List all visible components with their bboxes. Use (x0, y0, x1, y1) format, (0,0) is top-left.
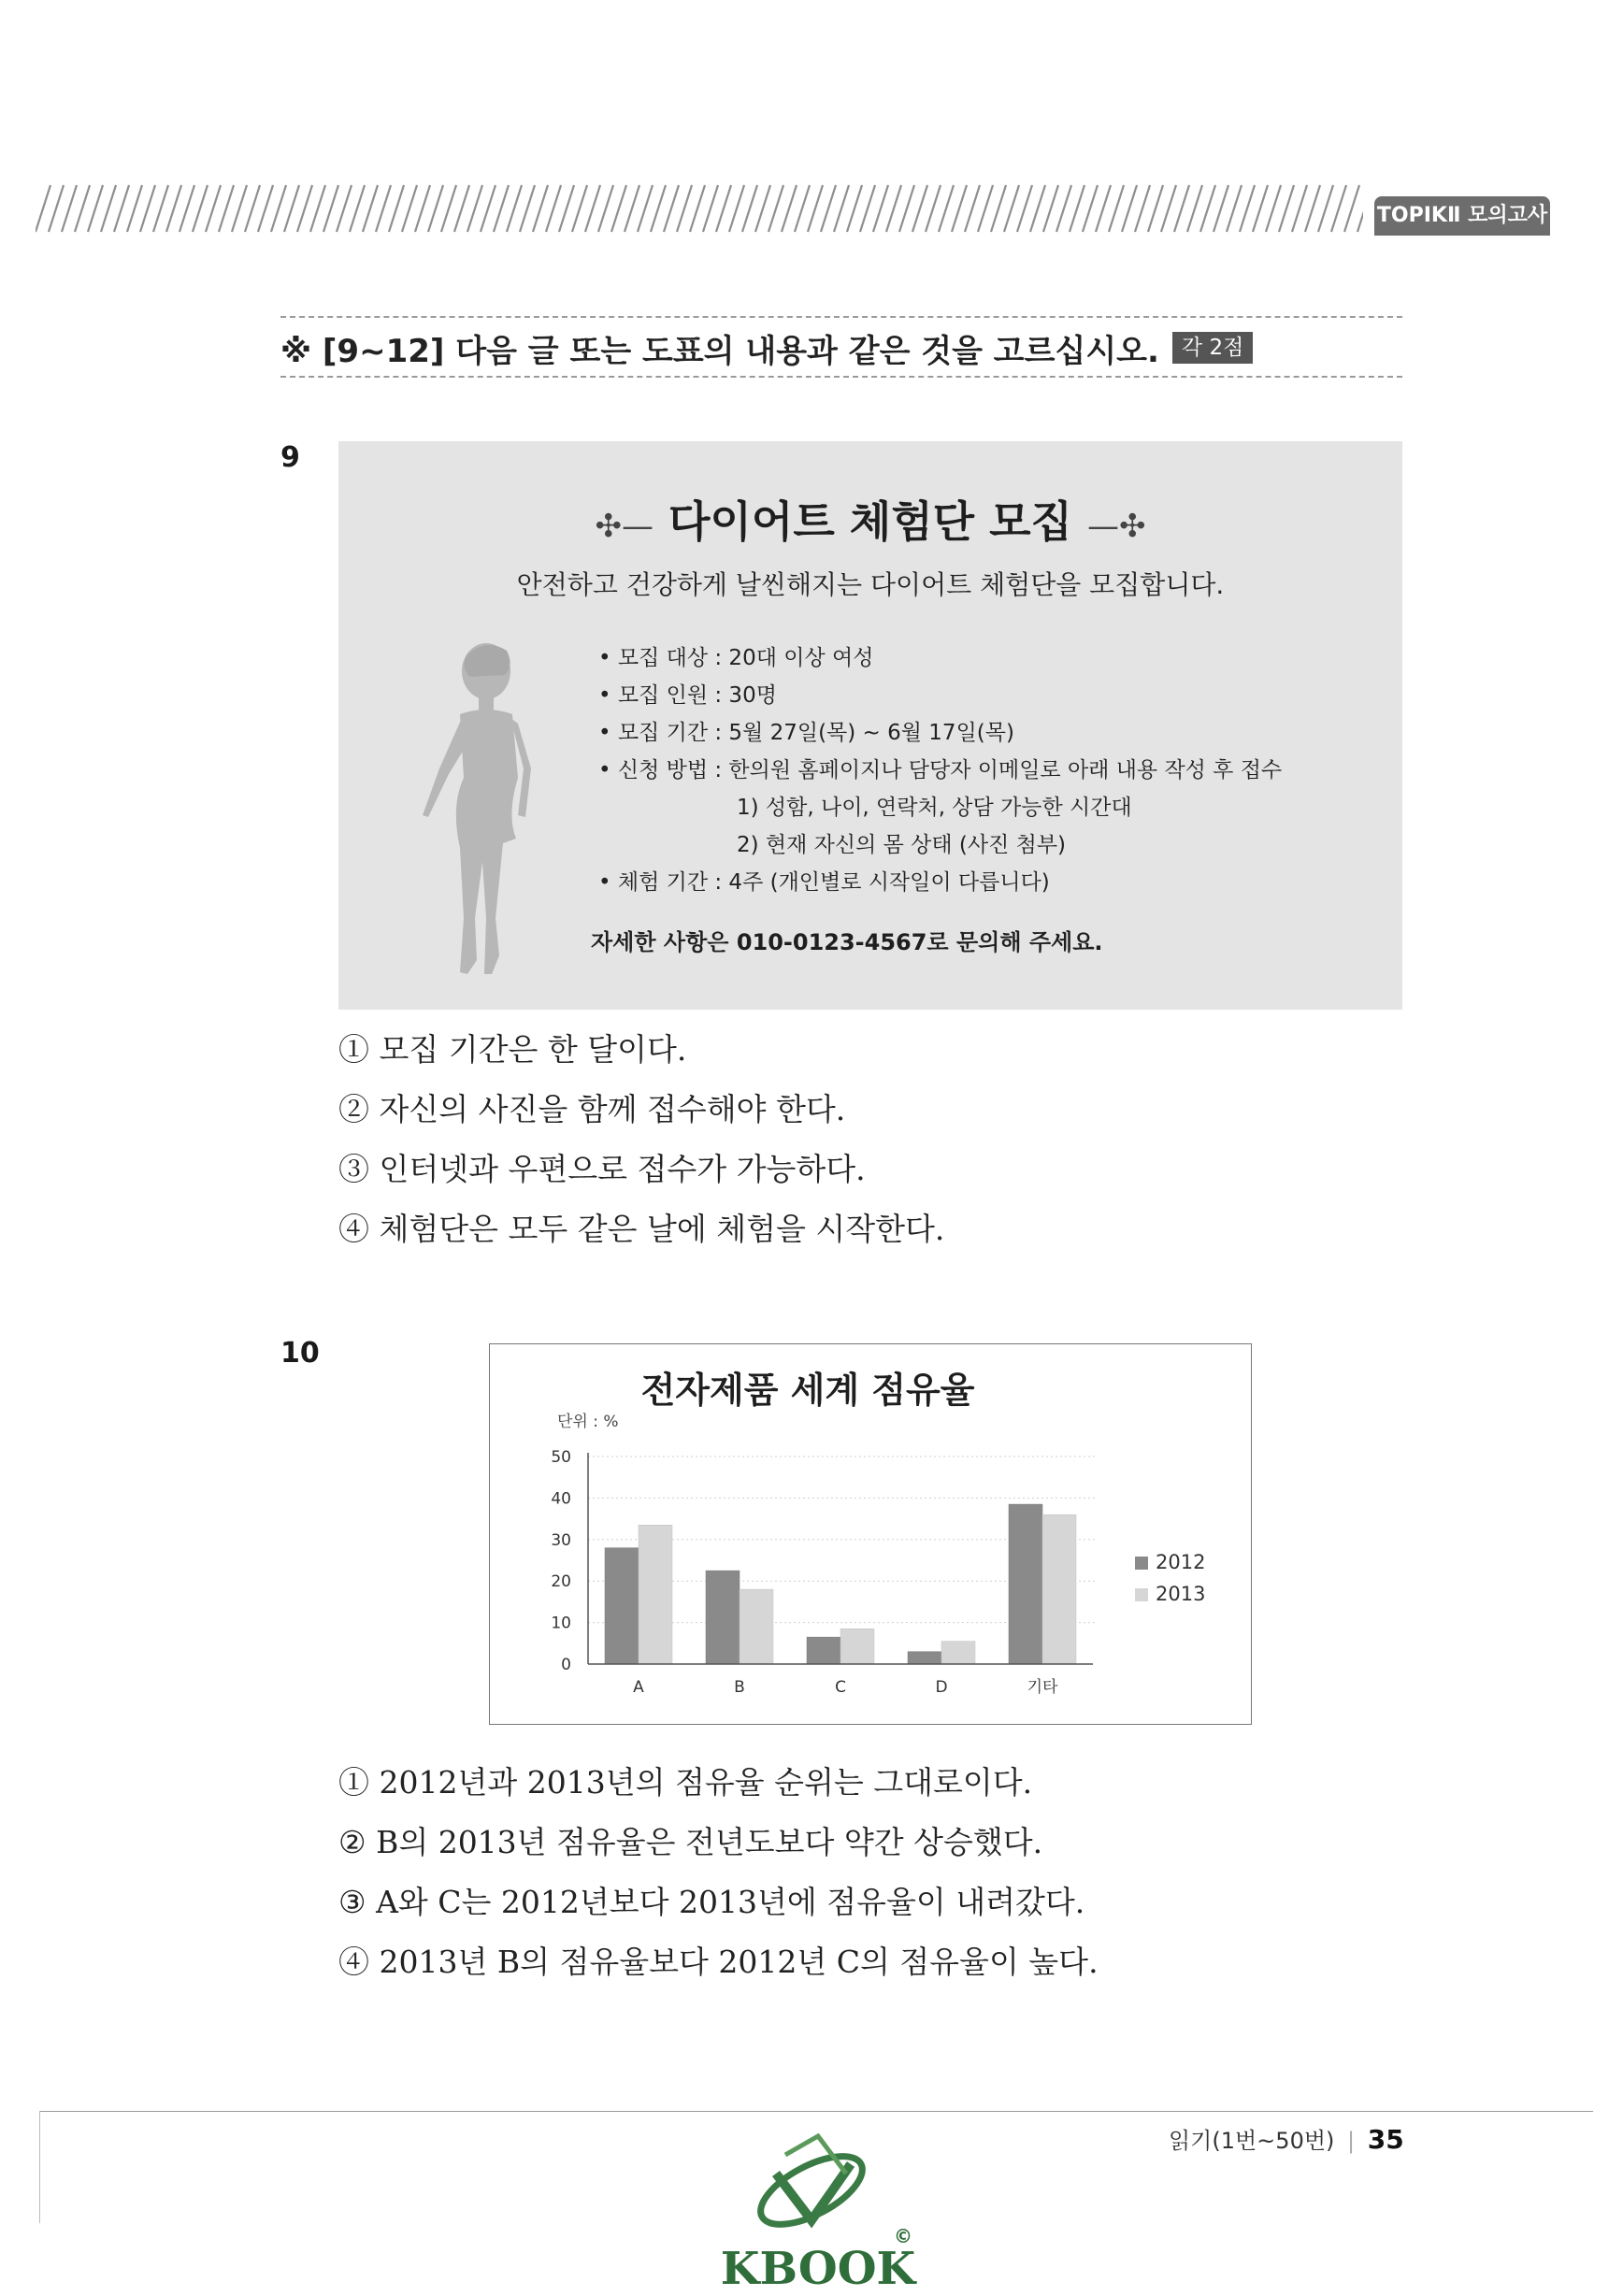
chart-bar-2012 (1009, 1504, 1042, 1664)
poster-item: • 모집 기간 : 5월 27일(목) ~ 6월 17일(목) (598, 721, 1014, 745)
q10-option-4[interactable]: ④ 2013년 B의 점유율보다 2012년 C의 점유율이 높다. (338, 1944, 1099, 1980)
footer-divider (39, 2111, 1593, 2112)
instruction-text: ※ [9~12] 다음 글 또는 도표의 내용과 같은 것을 고르십시오. (280, 332, 1159, 370)
chart-bar-2012 (706, 1571, 740, 1664)
market-share-chart (489, 1343, 1252, 1725)
right-ornament-icon: —✣ (1087, 508, 1146, 545)
kbook-logo (711, 2117, 926, 2295)
poster-details (598, 639, 1393, 901)
poster-contact: 자세한 사항은 010-0123-4567로 문의해 주세요. (591, 929, 1103, 955)
chart-bar-2012 (908, 1652, 941, 1664)
q10-option-3[interactable]: ③ A와 C는 2012년보다 2013년에 점유율이 내려갔다. (338, 1884, 1085, 1920)
poster-sub-item: 2) 현재 자신의 몸 상태 (사진 첨부) (737, 833, 1067, 857)
chart-y-tick-label: 0 (561, 1656, 571, 1674)
instruction (280, 322, 1402, 374)
chart-x-tick-label: C (835, 1678, 846, 1697)
chart-bar-2013 (740, 1589, 773, 1664)
chart-x-tick-label: D (935, 1678, 948, 1697)
q10-option-1[interactable]: ① 2012년과 2013년의 점유율 순위는 그대로이다. (338, 1764, 1033, 1801)
logo-text: KBOOK (720, 2243, 916, 2295)
legend-swatch (1135, 1557, 1148, 1570)
page-number: 35 (1367, 2124, 1404, 2155)
question-number-10: 10 (280, 1337, 320, 1370)
q9-option-2[interactable]: ② 자신의 사진을 함께 접수해야 한다. (338, 1091, 846, 1127)
poster-item: • 신청 방법 : 한의원 홈페이지나 담당자 이메일로 아래 내용 작성 후 접수 (598, 758, 1283, 782)
chart-bar-2013 (840, 1629, 874, 1664)
q10-option-2[interactable]: ② B의 2013년 점유율은 전년도보다 약간 상승했다. (338, 1824, 1043, 1860)
chart-bar-2012 (605, 1548, 639, 1664)
legend-swatch (1135, 1588, 1148, 1601)
poster-subtitle: 안전하고 건강하게 날씬해지는 다이어트 체험단을 모집합니다. (516, 569, 1225, 600)
poster-sub-item: 1) 성함, 나이, 연락처, 상담 가능한 시간대 (737, 796, 1132, 820)
chart-bar-2012 (807, 1637, 840, 1664)
left-ornament-icon: ✣— (595, 508, 654, 545)
chart-x-tick-label: A (633, 1678, 644, 1697)
chart-y-tick-label: 10 (551, 1614, 571, 1633)
chart-unit-label: 단위 : % (557, 1413, 619, 1431)
points-badge: 각 2점 (1172, 332, 1253, 364)
woman-silhouette-icon (413, 638, 563, 993)
legend-label: 2013 (1156, 1583, 1206, 1605)
legend-label: 2012 (1156, 1551, 1206, 1573)
chart-bar-2013 (941, 1642, 975, 1664)
page-footer: 읽기(1번~50번) | 35 (1169, 2124, 1404, 2155)
header-stripe-decoration (36, 183, 1363, 234)
q9-option-1[interactable]: ① 모집 기간은 한 달이다. (338, 1031, 687, 1068)
poster-item: • 모집 인원 : 30명 (598, 683, 777, 708)
chart-bar-2013 (639, 1525, 672, 1664)
poster-item: • 모집 대상 : 20대 이상 여성 (598, 646, 874, 670)
series-badge: TOPIKⅡ 모의고사 (1374, 196, 1550, 236)
q9-options (338, 1026, 944, 1253)
footer-side-rule (39, 2111, 40, 2223)
poster-title-row (338, 488, 1402, 550)
chart-x-tick-label: B (734, 1678, 745, 1697)
recruitment-poster (338, 441, 1402, 1010)
chart-y-tick-label: 30 (551, 1530, 571, 1550)
chart-y-tick-label: 40 (551, 1489, 571, 1509)
poster-title: 다이어트 체험단 모집 (668, 496, 1072, 547)
footer-section-label: 읽기(1번~50번) (1169, 2128, 1335, 2154)
q9-option-3[interactable]: ③ 인터넷과 우편으로 접수가 가능하다. (338, 1151, 866, 1187)
chart-y-tick-label: 20 (551, 1572, 571, 1592)
logo-mark: © (894, 2225, 912, 2247)
chart-title: 전자제품 세계 점유율 (640, 1370, 975, 1411)
poster-item: • 체험 기간 : 4주 (개인별로 시작일이 다릅니다) (598, 870, 1050, 895)
q9-option-4[interactable]: ④ 체험단은 모두 같은 날에 체험을 시작한다. (338, 1211, 945, 1247)
chart-canvas (490, 1344, 1251, 1724)
q10-options (338, 1759, 1099, 1986)
question-number-9: 9 (280, 441, 300, 474)
chart-x-tick-label: 기타 (1027, 1678, 1058, 1697)
instruction-top-divider (280, 316, 1402, 318)
instruction-bottom-divider (280, 376, 1402, 378)
chart-bar-2013 (1042, 1514, 1076, 1664)
chart-y-tick-label: 50 (551, 1448, 571, 1467)
